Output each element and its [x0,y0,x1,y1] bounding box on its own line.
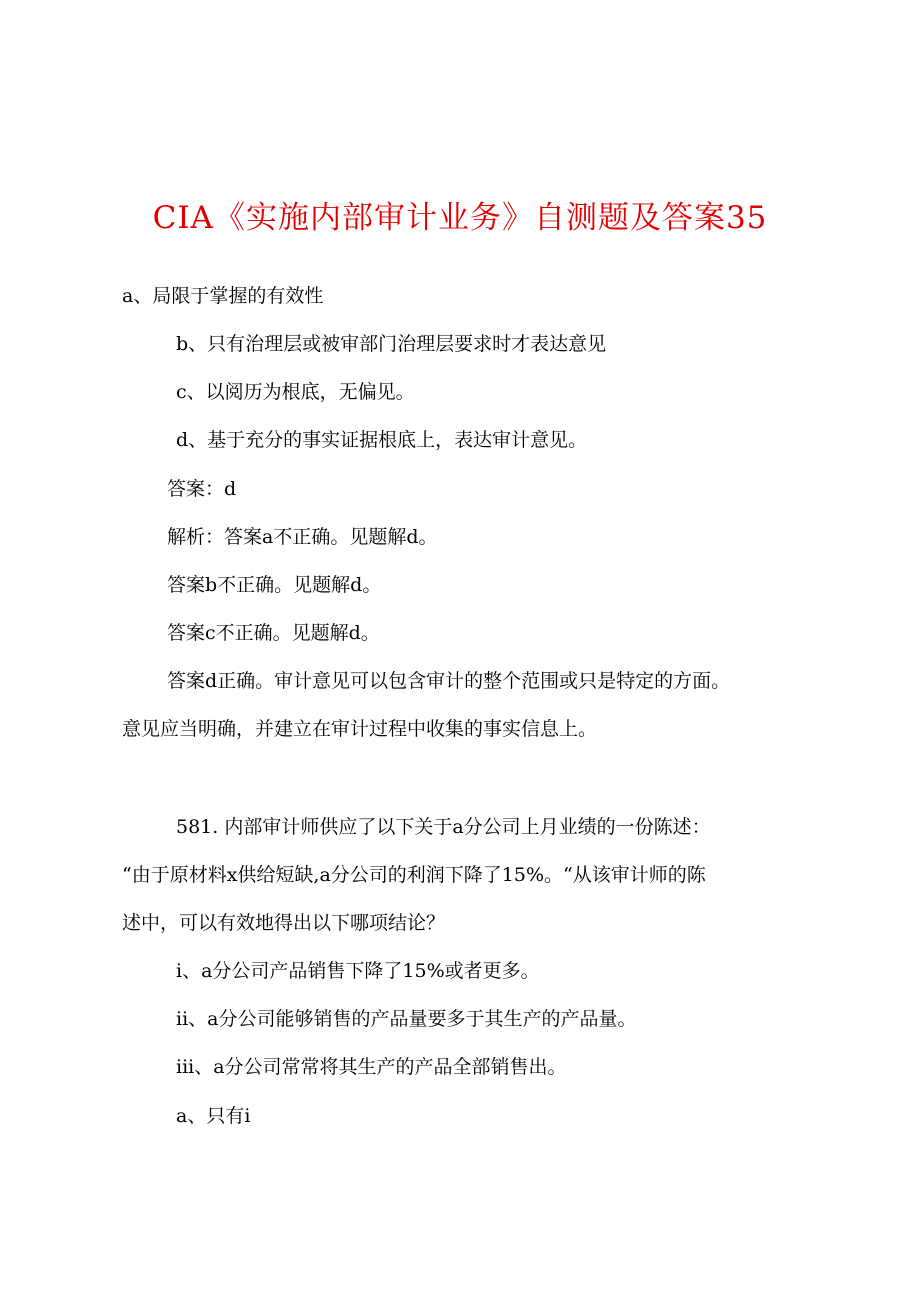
explanation-b: 答案b不正确。见题解d。 [167,574,382,596]
statement-ii: ii、a分公司能够销售的产品量要多于其生产的产品量。 [176,1008,637,1030]
question-581-stem-line-2: “由于原材料x供给短缺,a分公司的利润下降了15%。“从该审计师的陈 [122,864,706,886]
statement-i: i、a分公司产品销售下降了15%或者更多。 [176,960,540,982]
statement-iii: iii、a分公司常常将其生产的产品全部销售出。 [176,1056,567,1078]
explanation-d-continued: 意见应当明确，并建立在审计过程中收集的事实信息上。 [122,718,598,740]
question-581-stem-line-3: 述中，可以有效地得出以下哪项结论？ [122,912,446,934]
analysis-line: 解析：答案a不正确。见题解d。 [167,526,438,548]
question-581-stem: 581. 内部审计师供应了以下关于a分公司上月业绩的一份陈述： [176,816,711,838]
answer-line: 答案：d [167,478,237,500]
page-title: CIA《实施内部审计业务》自测题及答案35 [152,200,768,236]
option-a-581: a、只有i [176,1105,251,1127]
option-d: d、基于充分的事实证据根底上，表达审计意见。 [176,429,588,451]
explanation-c: 答案c不正确。见题解d。 [167,622,380,644]
option-c: c、以阅历为根底，无偏见。 [176,381,415,403]
option-a: a、局限于掌握的有效性 [122,285,324,307]
option-b: b、只有治理层或被审部门治理层要求时才表达意见 [176,333,607,355]
explanation-d: 答案d正确。审计意见可以包含审计的整个范围或只是特定的方面。 [167,670,731,692]
